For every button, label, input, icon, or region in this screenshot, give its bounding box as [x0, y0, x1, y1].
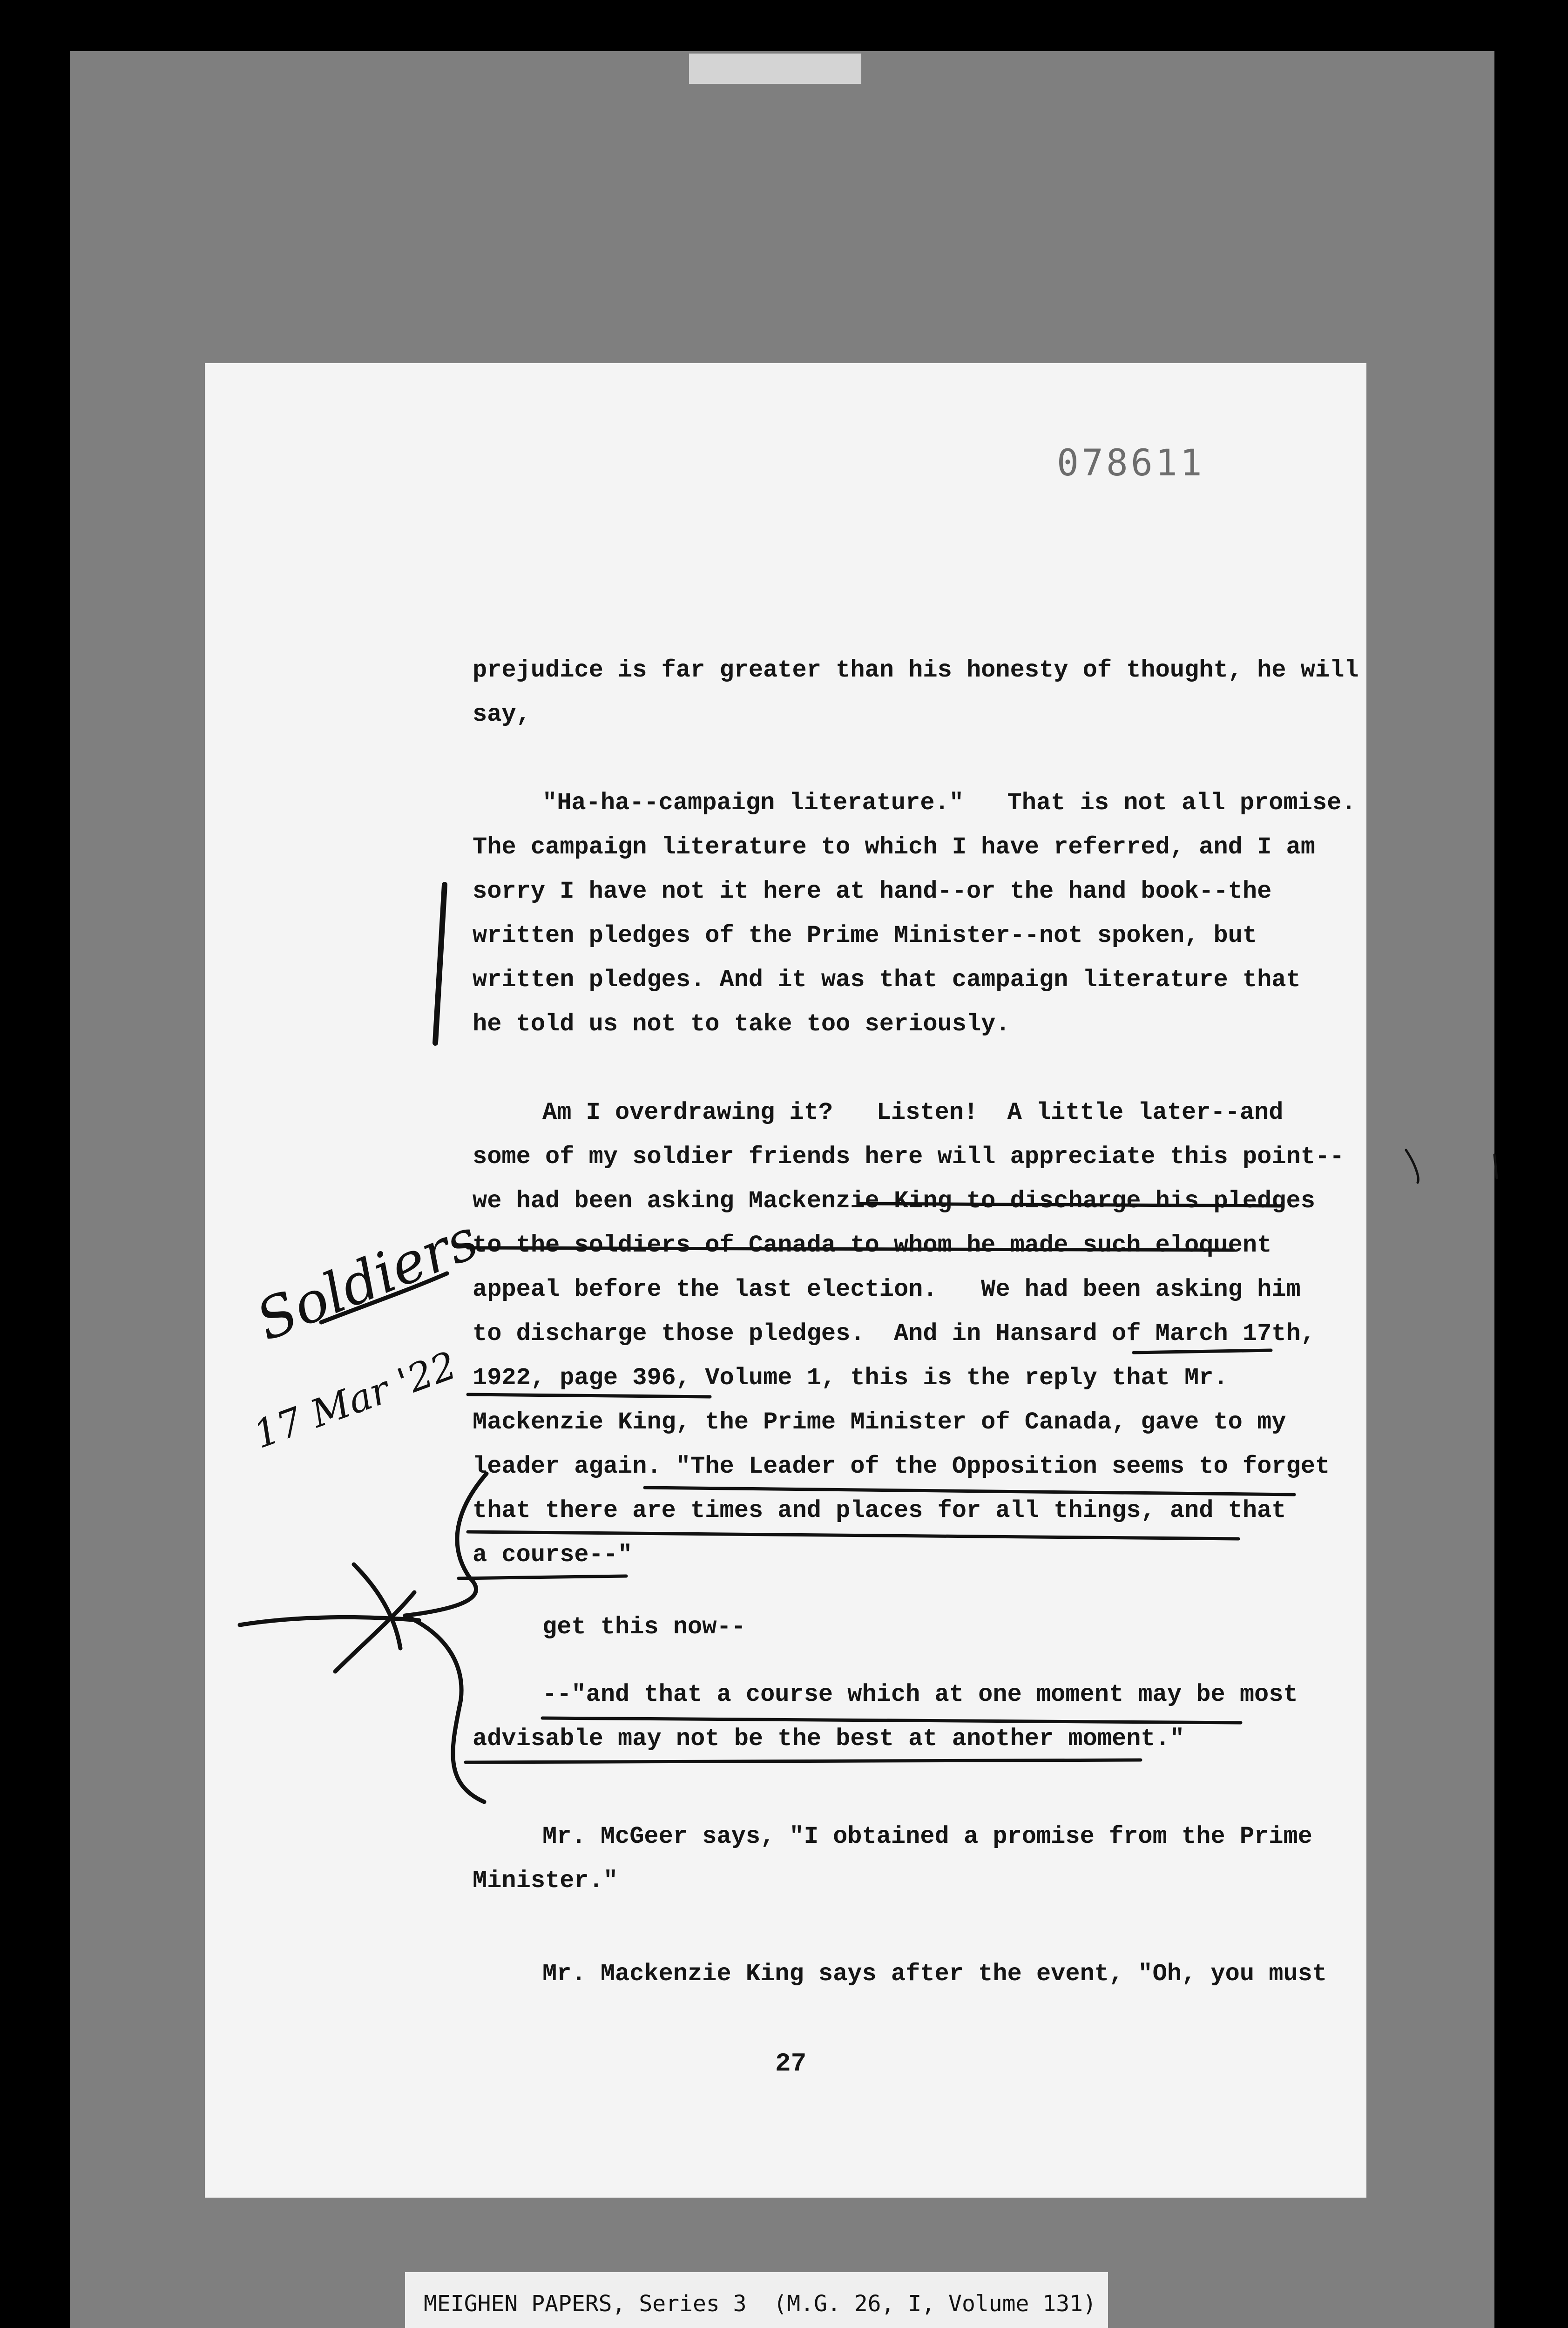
- text-line: sorry I have not it here at hand--or the hand book--the: [473, 878, 1272, 905]
- text-line: advisable may not be the best at another moment.": [473, 1725, 1185, 1753]
- underline: [645, 1488, 1294, 1495]
- underline: [1134, 1350, 1271, 1353]
- text-line: some of my soldier friends here will appreciate this point--: [473, 1143, 1345, 1171]
- document-stamp-number: 078611: [1057, 442, 1205, 484]
- margin-mark: [1406, 1150, 1418, 1183]
- margin-bar: [435, 885, 445, 1043]
- underline: [859, 1204, 1280, 1206]
- cross-stroke: [354, 1564, 400, 1648]
- text-line: written pledges. And it was that campaign literature that: [473, 966, 1301, 994]
- underline: [468, 1248, 1234, 1250]
- text-line: The campaign literature to which I have referred, and I am: [473, 833, 1315, 861]
- text-line: appeal before the last election. We had been asking him: [473, 1276, 1301, 1303]
- underline: [459, 1576, 626, 1578]
- source-label: [405, 2272, 1108, 2328]
- text-line: get this now--: [542, 1613, 746, 1641]
- margin-note-date: 17 Mar '22: [248, 1343, 462, 1458]
- underline: [468, 1532, 1238, 1539]
- text-line: Minister.": [473, 1867, 618, 1895]
- underline: [542, 1718, 1241, 1723]
- underline: [468, 1394, 710, 1397]
- source-label-text: MEIGHEN PAPERS, Series 3 (M.G. 26, I, Volume 131): [424, 2291, 1096, 2317]
- text-line: to discharge those pledges. And in Hansard of March 17th,: [473, 1320, 1315, 1347]
- cross-stroke: [335, 1592, 414, 1672]
- text-line: a course--": [473, 1541, 633, 1569]
- page-number: 27: [775, 2049, 807, 2078]
- text-line: leader again. "The Leader of the Opposition seems to forget: [473, 1453, 1330, 1480]
- text-line: that there are times and places for all things, and that: [473, 1497, 1286, 1524]
- text-line: Mackenzie King, the Prime Minister of Canada, gave to my: [473, 1408, 1286, 1436]
- text-line: he told us not to take too seriously.: [473, 1010, 1010, 1038]
- text-line: say,: [473, 701, 531, 728]
- text-line: "Ha-ha--campaign literature." That is not all promise.: [542, 789, 1356, 817]
- bracket: [405, 1474, 487, 1802]
- margin-mark: [1494, 1155, 1497, 1178]
- text-line: written pledges of the Prime Minister--not spoken, but: [473, 922, 1257, 949]
- text-line: to the soldiers of Canada to whom he made such eloquent: [473, 1232, 1272, 1259]
- text-line: --"and that a course which at one moment may be most: [542, 1681, 1298, 1708]
- text-line: we had been asking Mackenzie King to discharge his pledges: [473, 1187, 1315, 1215]
- margin-note-soldiers: Soldiers: [248, 1206, 487, 1354]
- text-line: 1922, page 396, Volume 1, this is the reply that Mr.: [473, 1364, 1228, 1392]
- text-line: Mr. McGeer says, "I obtained a promise from the Prime: [542, 1823, 1312, 1850]
- text-line: Am I overdrawing it? Listen! A little later--and: [542, 1099, 1284, 1126]
- text-line: prejudice is far greater than his honesty of thought, he will: [473, 656, 1359, 684]
- text-line: Mr. Mackenzie King says after the event, "Oh, you must: [542, 1960, 1327, 1988]
- underline: [466, 1760, 1141, 1762]
